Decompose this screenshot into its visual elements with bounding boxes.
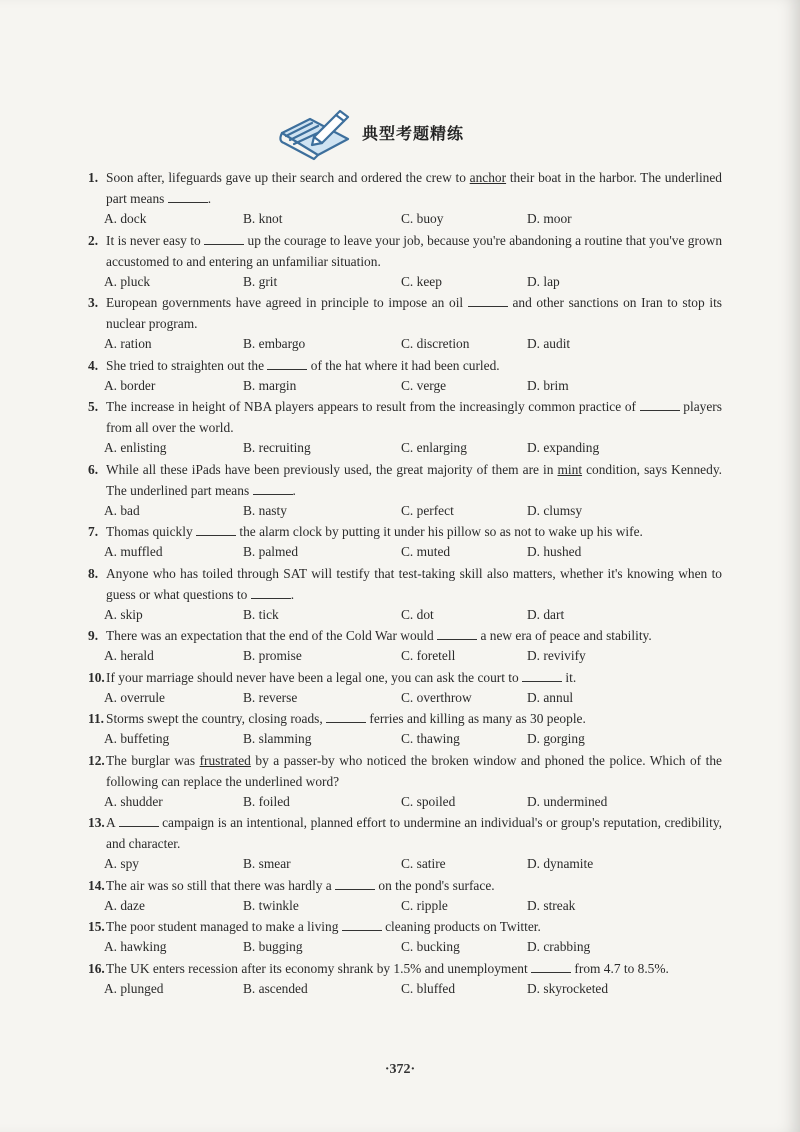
question-stem (88, 875, 722, 896)
underlined-word: anchor (469, 170, 507, 185)
question-item (0, 958, 800, 1000)
answer-option: C. ripple (401, 897, 448, 913)
answer-option: C. foretell (401, 648, 456, 663)
question-stem (88, 459, 722, 501)
question-text: Thomas quickly (106, 524, 197, 539)
question-text: up the courage to leave your job, because you're abandoning a routine that you've grown accustomed to and entering an unfamiliar situation. (106, 232, 723, 269)
question-text: it. (562, 669, 577, 685)
question-stem (88, 916, 722, 937)
answer-blank (196, 523, 236, 536)
question-text: cleaning products on Twitter. (381, 919, 541, 934)
answer-blank (640, 398, 680, 411)
question-text: Storms swept the country, closing roads, (106, 711, 327, 726)
answer-blank (168, 190, 208, 203)
answer-option: A. bad (104, 502, 140, 518)
question-text: She tried to straighten out the (106, 357, 268, 373)
question-stem (88, 625, 722, 646)
question-item (0, 563, 800, 626)
question-stem (88, 167, 722, 209)
answer-option: D. crabbing (527, 939, 591, 954)
question-text: The burglar was (106, 752, 200, 768)
question-number: 14. (88, 877, 105, 893)
answer-option: A. shudder (104, 793, 163, 809)
answer-option: C. keep (401, 273, 442, 289)
answer-option: A. hawking (104, 939, 167, 954)
answer-option: D. audit (527, 336, 571, 351)
section-header (0, 103, 800, 163)
answer-option: A. border (104, 377, 156, 393)
options-row (0, 688, 800, 709)
question-text: The increase in height of NBA players appears to result from the increasingly common practice of (106, 399, 640, 414)
question-item (0, 167, 800, 230)
question-text: of the hat where it had been curled. (307, 357, 500, 373)
answer-option: C. spoiled (401, 793, 456, 809)
question-text: Anyone who has toiled through SAT will testify that test-taking skill also matters, whether it's knowing when to guess or what questions to (106, 565, 722, 602)
page-number: ·372· (384, 1062, 416, 1077)
section-title: 典型考题精练 (362, 124, 465, 143)
question-number: 3. (88, 295, 99, 310)
options-row (0, 209, 800, 230)
options-row (0, 501, 800, 522)
question-number: 7. (88, 524, 99, 539)
options-row (0, 896, 800, 917)
answer-option: A. herald (104, 648, 154, 663)
question-number: 6. (88, 461, 99, 477)
question-number: 16. (88, 960, 105, 976)
question-stem (88, 750, 722, 792)
options-row (0, 729, 800, 750)
question-number: 13. (88, 815, 105, 830)
answer-option: D. hushed (527, 544, 582, 559)
question-number: 8. (88, 565, 99, 581)
answer-option: A. overrule (104, 689, 165, 705)
question-stem (88, 812, 722, 854)
question-item (0, 292, 800, 355)
question-stem (88, 292, 722, 334)
question-text: Soon after, lifeguards gave up their search and ordered the crew to (106, 170, 470, 185)
question-text: . (292, 482, 296, 498)
answer-blank (468, 294, 508, 307)
question-text: on the pond's surface. (375, 877, 495, 893)
underlined-word: mint (557, 461, 583, 477)
answer-blank (251, 586, 291, 599)
question-number: 11. (88, 711, 104, 726)
question-item (0, 396, 800, 459)
options-row (0, 854, 800, 875)
question-item (0, 875, 800, 917)
answer-option: A. daze (104, 897, 145, 913)
answer-option: D. undermined (527, 793, 608, 809)
options-row (0, 376, 800, 397)
answer-option: B. palmed (243, 544, 299, 559)
answer-option: C. perfect (401, 502, 454, 518)
question-stem (88, 230, 722, 272)
question-stem (88, 355, 722, 376)
options-row (0, 438, 800, 459)
answer-option: B. nasty (243, 502, 287, 518)
question-item (0, 708, 800, 750)
answer-option: D. skyrocketed (527, 980, 609, 996)
answer-blank (204, 232, 244, 245)
answer-blank (326, 710, 366, 723)
answer-option: A. dock (104, 211, 147, 226)
answer-option: D. revivify (527, 648, 586, 663)
options-row (0, 605, 800, 626)
question-text: the alarm clock by putting it under his pillow so as not to wake up his wife. (236, 524, 643, 539)
question-number: 5. (88, 399, 99, 414)
answer-option: D. annul (527, 689, 574, 705)
answer-option: B. margin (243, 377, 297, 393)
answer-option: D. clumsy (527, 502, 583, 518)
answer-blank (267, 357, 307, 370)
answer-blank (437, 627, 477, 640)
options-row (0, 272, 800, 293)
question-text: and other sanctions on Iran to stop its nuclear program. (106, 295, 722, 331)
answer-option: C. discretion (401, 336, 470, 351)
answer-option: D. brim (527, 377, 569, 393)
question-stem (88, 563, 722, 605)
answer-option: B. reverse (243, 689, 298, 705)
question-text: condition, says Kennedy. The underlined part means (106, 461, 722, 498)
answer-option: C. thawing (401, 731, 460, 746)
answer-option: A. ration (104, 336, 152, 351)
question-text: The poor student managed to make a living (106, 919, 342, 934)
answer-option: A. plunged (104, 980, 164, 996)
answer-option: D. lap (527, 273, 560, 289)
question-number: 1. (88, 170, 99, 185)
answer-option: C. dot (401, 606, 434, 622)
options-row (0, 937, 800, 958)
answer-option: D. dynamite (527, 856, 594, 871)
answer-option: C. buoy (401, 211, 444, 226)
answer-option: A. skip (104, 606, 143, 622)
question-list (0, 167, 800, 999)
pen-and-paper-icon (270, 103, 362, 161)
answer-option: B. smear (243, 856, 291, 871)
answer-option: B. promise (243, 648, 302, 663)
question-item (0, 916, 800, 958)
answer-option: A. enlisting (104, 440, 167, 455)
answer-option: B. embargo (243, 336, 306, 351)
answer-option: C. bluffed (401, 980, 456, 996)
answer-blank (522, 669, 562, 682)
answer-option: B. slamming (243, 731, 312, 746)
answer-option: D. streak (527, 897, 576, 913)
question-text: campaign is an intentional, planned effort to undermine an individual's or group's reputation, credibility, and character. (106, 815, 722, 851)
options-row (0, 646, 800, 667)
question-item (0, 521, 800, 563)
answer-option: B. ascended (243, 980, 308, 996)
question-item (0, 230, 800, 293)
question-number: 10. (88, 669, 105, 685)
answer-option: B. bugging (243, 939, 303, 954)
question-text: their boat in the harbor. The underlined part means (106, 170, 722, 206)
options-row (0, 542, 800, 563)
answer-option: D. moor (527, 211, 572, 226)
answer-option: A. pluck (104, 273, 151, 289)
question-text: A (106, 815, 119, 830)
answer-option: C. verge (401, 377, 447, 393)
question-stem (88, 667, 722, 688)
question-text: by a passer-by who noticed the broken window and phoned the police. Which of the following can replace the underlined word? (106, 752, 722, 789)
question-text: While all these iPads have been previously used, the great majority of them are in (106, 461, 558, 477)
question-item (0, 750, 800, 813)
question-stem (88, 396, 722, 438)
answer-blank (253, 482, 293, 495)
answer-option: A. spy (104, 856, 139, 871)
question-text: There was an expectation that the end of the Cold War would (106, 628, 438, 643)
question-stem (88, 958, 722, 979)
answer-blank (342, 918, 382, 931)
question-text: European governments have agreed in principle to impose an oil (106, 295, 468, 310)
answer-option: C. bucking (401, 939, 460, 954)
question-item (0, 812, 800, 875)
answer-option: C. overthrow (401, 689, 472, 705)
question-number: 9. (88, 628, 99, 643)
answer-option: C. satire (401, 856, 446, 871)
question-number: 4. (88, 357, 99, 373)
question-text: . (290, 586, 295, 602)
answer-option: B. grit (243, 273, 278, 289)
question-text: a new era of peace and stability. (477, 628, 652, 643)
options-row (0, 979, 800, 1000)
question-text: The UK enters recession after its economy shrank by 1.5% and unemployment (106, 960, 532, 976)
question-item (0, 459, 800, 522)
answer-option: C. muted (401, 544, 451, 559)
answer-option: B. recruiting (243, 440, 311, 455)
answer-blank (531, 960, 571, 973)
answer-option: D. gorging (527, 731, 585, 746)
question-text: . (207, 191, 212, 206)
answer-blank (335, 877, 375, 890)
answer-option: B. tick (243, 606, 279, 622)
underlined-word: frustrated (199, 752, 251, 768)
answer-option: C. enlarging (401, 440, 467, 455)
question-item (0, 355, 800, 397)
question-item (0, 625, 800, 667)
answer-option: D. dart (527, 606, 565, 622)
question-number: 15. (88, 919, 105, 934)
answer-option: D. expanding (527, 440, 600, 455)
question-text: from 4.7 to 8.5%. (571, 960, 669, 976)
question-stem (88, 521, 722, 542)
answer-option: B. twinkle (243, 897, 299, 913)
answer-option: B. foiled (243, 793, 290, 809)
answer-blank (119, 814, 159, 827)
question-text: ferries and killing as many as 30 people. (366, 711, 586, 726)
question-text: It is never easy to (106, 232, 205, 248)
question-stem (88, 708, 722, 729)
answer-option: A. muffled (104, 544, 163, 559)
question-number: 12. (88, 752, 105, 768)
answer-option: A. buffeting (104, 731, 170, 746)
options-row (0, 792, 800, 813)
question-number: 2. (88, 232, 99, 248)
question-text: players from all over the world. (106, 399, 722, 435)
options-row (0, 334, 800, 355)
answer-option: B. knot (243, 211, 283, 226)
question-text: The air was so still that there was hardly a (106, 877, 336, 893)
question-item (0, 667, 800, 709)
question-text: If your marriage should never have been a legal one, you can ask the court to (106, 669, 523, 685)
